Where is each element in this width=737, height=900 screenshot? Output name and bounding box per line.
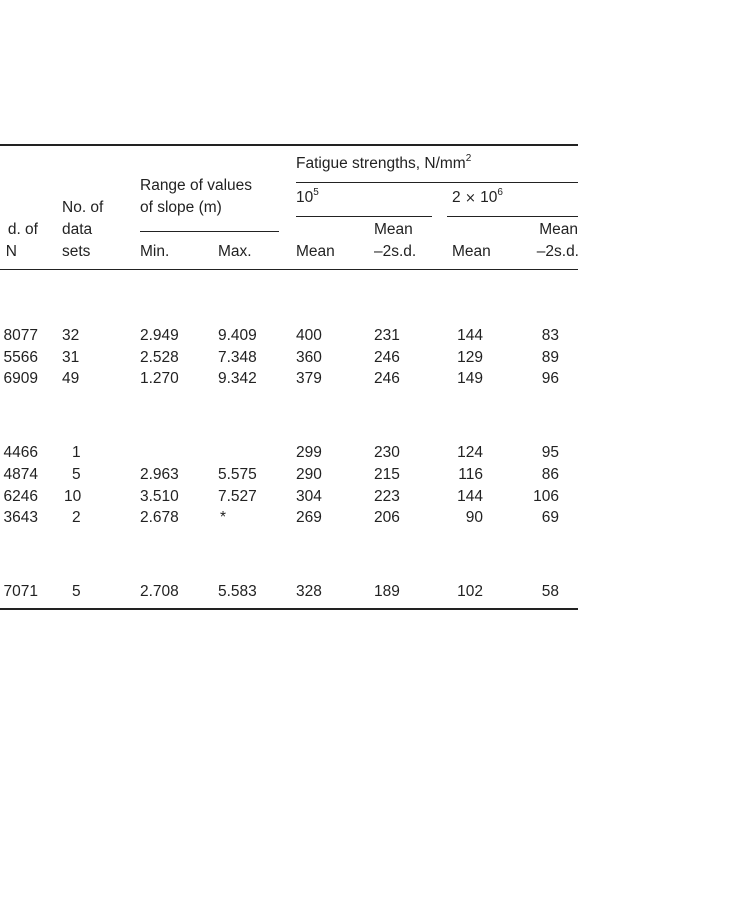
- mean-1e5-cell: 290: [296, 466, 322, 483]
- mean-2sd-1e5-heading-line1: Mean: [374, 221, 413, 238]
- mean-2sd-1e5-cell: 246: [374, 349, 400, 366]
- fatigue-span-rule: [296, 182, 578, 183]
- mean-2e6-cell: 144: [457, 327, 483, 344]
- mean-2e6-cell: 124: [457, 444, 483, 461]
- slope-range-rule: [140, 231, 279, 232]
- mean-1e5-cell: 304: [296, 488, 322, 505]
- mean-2sd-1e5-cell: 215: [374, 466, 400, 483]
- max-cell: 5.583: [218, 583, 257, 600]
- max-cell: *: [220, 509, 227, 526]
- sd-cell: 8077: [3, 327, 38, 344]
- mean-2sd-2e6-cell: 83: [541, 327, 559, 344]
- max-cell: 9.409: [218, 327, 257, 344]
- mean-1e5-cell: 269: [296, 509, 322, 526]
- min-cell: 2.949: [140, 327, 179, 344]
- mean-2e6-cell: 149: [457, 370, 483, 387]
- n-cell: 5: [72, 466, 81, 483]
- n-cell: 5: [72, 583, 81, 600]
- mean-2sd-1e5-cell: 231: [374, 327, 400, 344]
- max-heading: Max.: [218, 243, 252, 260]
- cycles-1e5-heading: $10^5$: [296, 186, 319, 206]
- n-cell: 2: [72, 509, 81, 526]
- cycles-1-rule: [296, 216, 432, 217]
- mean-2sd-2e6-cell: 96: [541, 370, 559, 387]
- sd-heading-line1: d. of: [7, 221, 38, 238]
- mean-2sd-1e5-cell: 223: [374, 488, 400, 505]
- mean-2e6-cell: 90: [465, 509, 483, 526]
- max-cell: 7.348: [218, 349, 257, 366]
- mean-2e6-cell: 144: [457, 488, 483, 505]
- cycles-2-rule: [447, 216, 578, 217]
- max-cell: 9.342: [218, 370, 257, 387]
- mean-2sd-2e6-heading-line2: –2s.d.: [536, 243, 579, 260]
- sd-cell: 3643: [3, 509, 38, 526]
- mean-1e5-cell: 379: [296, 370, 322, 387]
- sd-cell: 6909: [3, 370, 38, 387]
- mean-2sd-2e6-cell: 58: [541, 583, 559, 600]
- min-cell: 2.528: [140, 349, 179, 366]
- min-cell: 2.708: [140, 583, 179, 600]
- mean-1e5-heading: Mean: [296, 243, 335, 260]
- min-cell: 2.963: [140, 466, 179, 483]
- sd-cell: 5566: [3, 349, 38, 366]
- mean-2sd-2e6-cell: 95: [541, 444, 559, 461]
- no-of-heading-line1: No. of: [62, 199, 104, 216]
- sd-cell: 7071: [3, 583, 38, 600]
- fatigue-strengths-heading: Fatigue strengths, $N/mm^2$: [296, 152, 472, 172]
- n-cell: 49: [62, 370, 80, 387]
- mean-2e6-cell: 116: [458, 466, 483, 483]
- mean-2e6-cell: 129: [457, 349, 483, 366]
- mean-2sd-2e6-heading-line1: Mean: [539, 221, 578, 238]
- slope-range-heading-line2: of slope (m): [140, 199, 222, 216]
- no-of-heading-line2: data: [62, 221, 93, 238]
- min-cell: 3.510: [140, 488, 179, 505]
- sd-cell: 4466: [3, 444, 38, 461]
- mean-2sd-1e5-cell: 206: [374, 509, 400, 526]
- no-of-heading-line3: sets: [62, 243, 91, 260]
- n-cell: 32: [62, 327, 80, 344]
- header-bottom-rule: [0, 269, 578, 270]
- mean-2sd-2e6-cell: 106: [533, 488, 559, 505]
- sd-cell: 6246: [3, 488, 38, 505]
- table-bottom-rule: [0, 608, 578, 610]
- max-cell: 5.575: [218, 466, 257, 483]
- slope-range-heading-line1: Range of values: [140, 177, 253, 194]
- mean-1e5-cell: 360: [296, 349, 322, 366]
- mean-2sd-1e5-cell: 246: [374, 370, 400, 387]
- mean-2sd-1e5-heading-line2: –2s.d.: [374, 243, 417, 260]
- max-cell: 7.527: [218, 488, 257, 505]
- mean-2sd-2e6-cell: 69: [541, 509, 559, 526]
- min-cell: 1.270: [140, 370, 179, 387]
- min-cell: 2.678: [140, 509, 179, 526]
- mean-2e6-cell: 102: [457, 583, 483, 600]
- mean-1e5-cell: 400: [296, 327, 322, 344]
- mean-1e5-cell: 299: [296, 444, 322, 461]
- sd-heading-line2: N: [5, 243, 17, 260]
- n-cell: 31: [62, 349, 80, 366]
- mean-2sd-2e6-cell: 89: [541, 349, 559, 366]
- min-heading: Min.: [140, 243, 170, 260]
- mean-1e5-cell: 328: [296, 583, 322, 600]
- cycles-2e6-heading: $2 \times 10^6$: [452, 186, 503, 206]
- mean-2sd-1e5-cell: 230: [374, 444, 400, 461]
- sd-cell: 4874: [3, 466, 38, 483]
- mean-2e6-heading: Mean: [452, 243, 491, 260]
- n-cell: 10: [64, 488, 82, 505]
- n-cell: 1: [72, 444, 81, 461]
- mean-2sd-2e6-cell: 86: [541, 466, 559, 483]
- mean-2sd-1e5-cell: 189: [374, 583, 400, 600]
- table-top-rule: [0, 144, 578, 146]
